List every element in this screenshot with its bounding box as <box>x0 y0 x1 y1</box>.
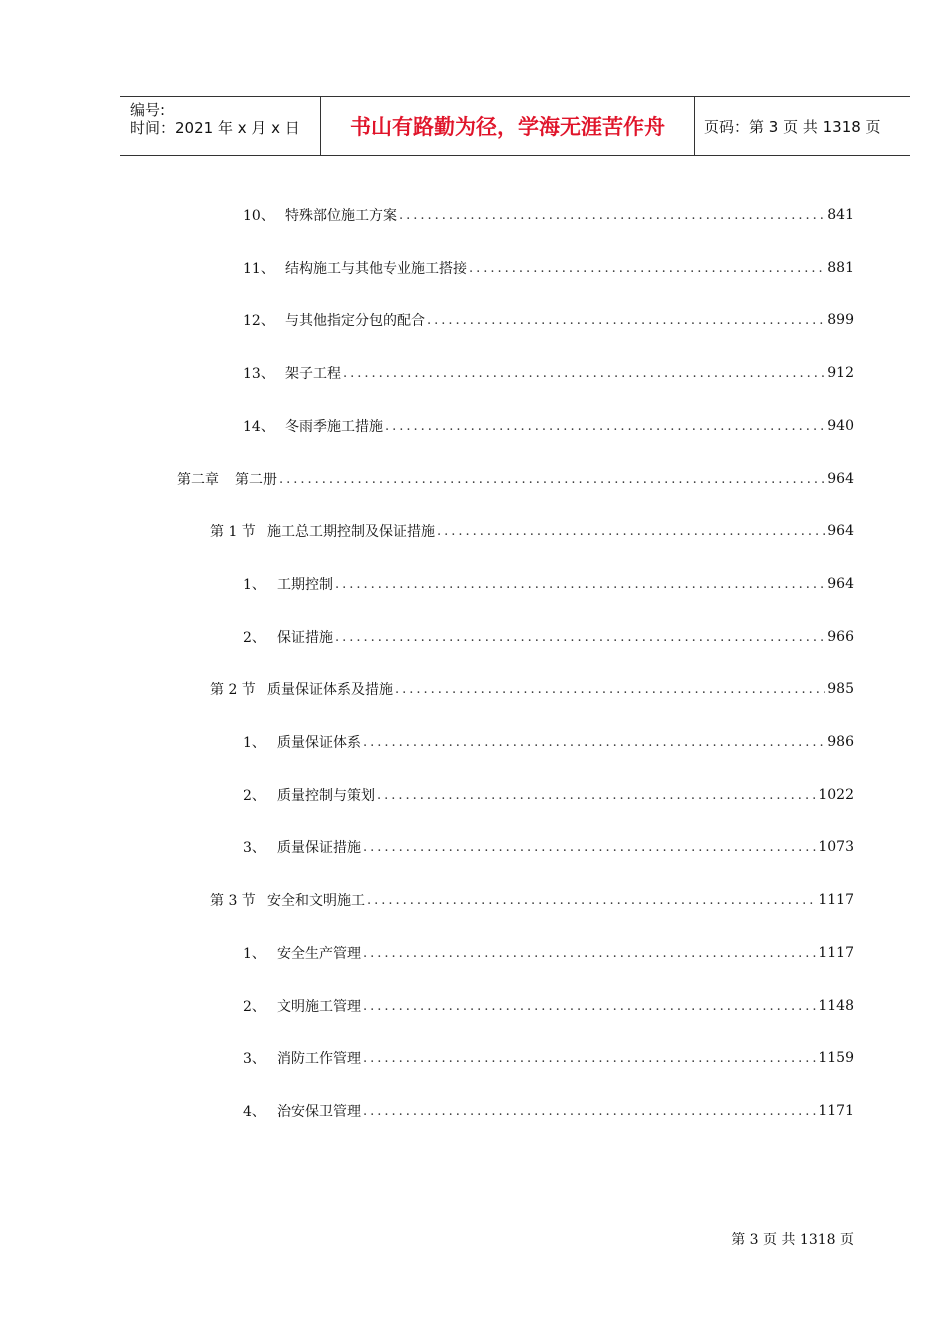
toc-entry[interactable] <box>243 362 854 384</box>
toc-dot-leader <box>363 735 825 750</box>
toc-entry-title: 工期控制 <box>277 577 333 593</box>
toc-dot-leader <box>385 419 825 434</box>
toc-entry-title: 文明施工管理 <box>277 999 361 1015</box>
toc-entry[interactable] <box>243 573 854 595</box>
toc-dot-leader <box>399 208 825 223</box>
toc-entry[interactable] <box>243 309 854 331</box>
toc-entry[interactable] <box>243 415 854 437</box>
toc-entry-number: 第 2 节 <box>210 682 256 698</box>
toc-entry-number: 10、 <box>243 208 275 224</box>
toc-dot-leader <box>363 840 816 855</box>
toc-dot-leader <box>335 630 825 645</box>
toc-entry[interactable] <box>243 1100 854 1122</box>
toc-entry-title: 安全生产管理 <box>277 946 361 962</box>
toc-entry[interactable] <box>210 520 854 542</box>
toc-entry[interactable] <box>243 1047 854 1069</box>
toc-dot-leader <box>395 682 825 697</box>
toc-entry-page-number: 1148 <box>818 998 854 1014</box>
toc-entry-number: 1、 <box>243 577 266 593</box>
toc-entry-title: 与其他指定分包的配合 <box>285 313 425 329</box>
toc-entry-page-number: 1022 <box>818 787 854 803</box>
toc-entry[interactable] <box>243 204 854 226</box>
toc-entry-number: 3、 <box>243 840 266 856</box>
toc-entry-title: 冬雨季施工措施 <box>285 419 383 435</box>
toc-entry-title: 施工总工期控制及保证措施 <box>267 524 435 540</box>
toc-dot-leader <box>279 472 825 487</box>
toc-entry-page-number: 1171 <box>818 1103 854 1119</box>
toc-entry[interactable] <box>177 468 854 490</box>
toc-entry-title: 质量保证体系及措施 <box>267 682 393 698</box>
header-motto: 书山有路勤为径，学海无涯苦作舟 <box>321 97 695 155</box>
toc-entry-page-number: 1117 <box>818 892 854 908</box>
toc-entry[interactable] <box>243 942 854 964</box>
toc-entry-number: 2、 <box>243 788 266 804</box>
toc-entry-title: 消防工作管理 <box>277 1051 361 1067</box>
toc-entry-page-number: 841 <box>827 207 854 223</box>
toc-dot-leader <box>367 893 816 908</box>
toc-entry-page-number: 986 <box>827 734 854 750</box>
toc-entry[interactable] <box>243 836 854 858</box>
toc-dot-leader <box>363 999 816 1014</box>
toc-entry[interactable] <box>210 678 854 700</box>
toc-entry[interactable] <box>243 731 854 753</box>
toc-entry-page-number: 964 <box>827 471 854 487</box>
toc-entry-number: 2、 <box>243 630 266 646</box>
toc-entry-number: 1、 <box>243 735 266 751</box>
toc-entry-number: 12、 <box>243 313 275 329</box>
toc-dot-leader <box>427 313 825 328</box>
toc-entry-page-number: 966 <box>827 629 854 645</box>
toc-entry-page-number: 964 <box>827 576 854 592</box>
toc-entry-page-number: 1073 <box>818 839 854 855</box>
toc-entry-page-number: 881 <box>827 260 854 276</box>
toc-entry[interactable] <box>210 889 854 911</box>
toc-entry-title: 质量保证体系 <box>277 735 361 751</box>
toc-entry-title: 质量控制与策划 <box>277 788 375 804</box>
toc-entry-number: 13、 <box>243 366 275 382</box>
toc-dot-leader <box>469 261 825 276</box>
toc-entry-title: 结构施工与其他专业施工搭接 <box>285 261 467 277</box>
toc-entry-number: 2、 <box>243 999 266 1015</box>
toc-entry-page-number: 940 <box>827 418 854 434</box>
toc-entry-page-number: 964 <box>827 523 854 539</box>
toc-entry[interactable] <box>243 257 854 279</box>
toc-entry[interactable] <box>243 626 854 648</box>
document-number-label: 编号: <box>130 101 166 119</box>
toc-entry-title: 治安保卫管理 <box>277 1104 361 1120</box>
toc-entry-number: 14、 <box>243 419 275 435</box>
toc-entry-page-number: 1117 <box>818 945 854 961</box>
toc-dot-leader <box>363 946 816 961</box>
toc-dot-leader <box>343 366 825 381</box>
toc-dot-leader <box>363 1051 816 1066</box>
toc-entry-title: 保证措施 <box>277 630 333 646</box>
toc-entry-number: 3、 <box>243 1051 266 1067</box>
toc-entry-number: 第 1 节 <box>210 524 256 540</box>
toc-entry-page-number: 1159 <box>818 1050 854 1066</box>
toc-entry-number: 4、 <box>243 1104 266 1120</box>
toc-dot-leader <box>363 1104 816 1119</box>
toc-entry-title: 特殊部位施工方案 <box>285 208 397 224</box>
toc-entry-page-number: 899 <box>827 312 854 328</box>
toc-entry-title: 架子工程 <box>285 366 341 382</box>
toc-entry-page-number: 912 <box>827 365 854 381</box>
toc-entry-title: 质量保证措施 <box>277 840 361 856</box>
toc-entry-number: 第 3 节 <box>210 893 256 909</box>
toc-entry-title: 安全和文明施工 <box>267 893 365 909</box>
toc-dot-leader <box>335 577 825 592</box>
toc-entry-number: 第二章 <box>177 472 219 488</box>
toc-entry[interactable] <box>243 784 854 806</box>
header-page-info: 页码：第 3 页 共 1318 页 <box>704 117 881 136</box>
page-footer: 第 3 页 共 1318 页 <box>731 1232 854 1248</box>
toc-entry[interactable] <box>243 995 854 1017</box>
toc-entry-number: 1、 <box>243 946 266 962</box>
toc-dot-leader <box>437 524 825 539</box>
toc-dot-leader <box>377 788 816 803</box>
toc-entry-number: 11、 <box>243 261 275 277</box>
toc-entry-page-number: 985 <box>827 681 854 697</box>
toc-entry-title: 第二册 <box>235 472 277 488</box>
document-time-label: 时间：2021 年 x 月 x 日 <box>130 119 300 137</box>
